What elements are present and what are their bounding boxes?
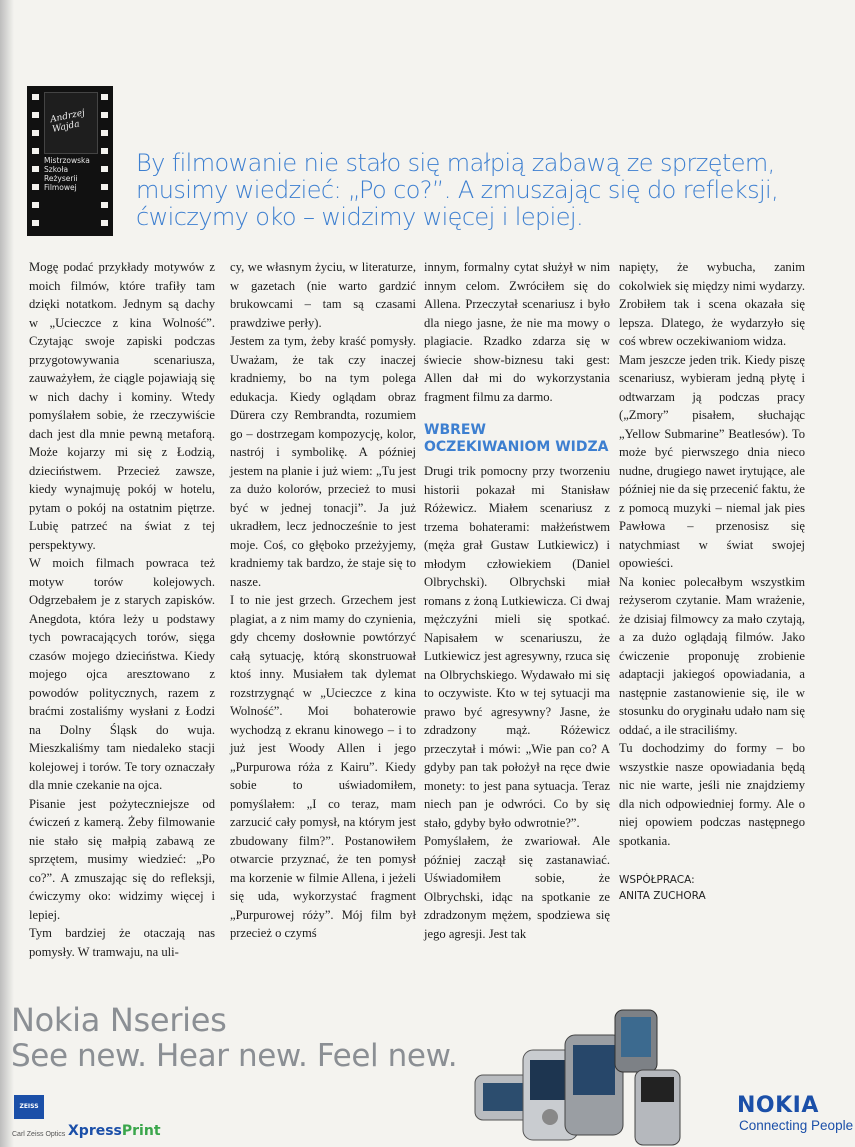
paragraph: Tym bardziej że otaczają nas pomysły. W tramwaju, na uli- — [29, 926, 215, 959]
paragraph: I to nie jest grzech. Grzechem jest plagiat, a z nim mamy do czynienia, gdy chcemy dosłownie powtórzyć całą sytuację, którą skonstruował ktoś inny. Musiałem tak dylemat rozstrzygnąć w „Ucieczce z kina Wolność”. Moi bohaterowie wychodzą z ekranu kinowego – i to już jest Woody Allen i jego „Purpurowa róża z Kairu”. Kiedy sobie to uświadomiłem, pomyślałem: „I co teraz, mam zarzucić cały pomysł, na którym jest zbudowany film?”. Postanowiłem otwarcie przyznać, że ten pomysł ma korzenie w filmie Allena, i jeżeli się uda, wykorzystać fragment „Purpurowej róży”. Mój film był przecież o czymś — [230, 593, 416, 940]
article-column-2 — [230, 258, 416, 943]
reel-frame — [44, 92, 98, 154]
paragraph: napięty, że wybucha, zanim cokolwiek się między nimi wydarzy. Zrobiłem tak i scena okazała się lepsza. Dlatego, że wydarzyło się coś wbrew oczekiwaniom widza. — [619, 260, 805, 348]
paragraph: cy, we własnym życiu, w literaturze, w gazetach (nie warto gardzić brukowcami – tam są czasami prawdziwe perły). — [230, 260, 416, 330]
article-column-4 — [619, 258, 805, 904]
paragraph: W moich filmach powraca też motyw torów kolejowych. Odgrzebałem je z starych zapisków. Anegdota, która leży u podstawy tych powracających torów, sięga czasów mojego dzieciństwa. Kiedy mojego ojca aresztowano z powodów politycznych, razem z braćmi zostaliśmy wysłani z Łodzi na Dolny Śląsk do wuja. Mieszkaliśmy tam niedaleko stacji kolejowej i torów. Te tory oznaczały dla mnie czekanie na ojca. — [29, 556, 215, 792]
paragraph: Mam jeszcze jeden trik. Kiedy piszę scenariusz, wybieram jedną płytę i odtwarzam ją podczas pracy („Zmory” pisałem, słuchając „Yellow Submarine” Beatlesów). To może być pierwszego dnia nieco nudne, drugiego nawet irytujące, ale później nie da się przecenić faktu, że z pomocą muzyki – niemal jak pies Pawłowa – przenosisz się natychmiast w świat swojej opowieści. — [619, 352, 805, 570]
section-heading: WBREW OCZEKIWANIOM WIDZA — [424, 422, 609, 455]
phones-image — [465, 1005, 705, 1147]
paragraph: Mogę podać przykłady motywów z moich filmów, które trafiły tam dzięki notatkom. Jednym są dachy w „Ucieczce z kina Wolność”. Czytając swoje zapiski podczas przygotowywania scenariusza, zauważyłem, że ciągle pojawiają się w nich dachy i kominy. Wtedy pomyślałem sobie, że rzeczywiście dach jest dla mnie pewną metaforą. Może kojarzy mi się z Łodzią, dzieciństwem. Przecież zawsze, kiedy wynajmuję pokój w hotelu, pytam o pokój na ostatnim piętrze. Lubię patrzeć na świat z tej perspektywy. — [29, 260, 215, 552]
paragraph: Tu dochodzimy do formy – bo wszystkie nasze opowiadania będą nic nie warte, jeśli nie znajdziemy dla nich odpowiedniej formy. Ale o niej opowiem podczas następnego spotkania. — [619, 741, 805, 848]
nokia-slogan: Connecting People — [739, 1118, 854, 1133]
article-column-1 — [29, 258, 215, 961]
page-edge-shadow — [0, 0, 14, 1147]
nokia-advertisement — [0, 985, 855, 1147]
paragraph: Drugi trik pomocny przy tworzeniu historii pokazał mi Stanisław Różewicz. Miałem scenariusz z trzema bohaterami: małżeństwem (męża grał Gustaw Lutkiewicz) i młodym człowiekiem (Daniel Olbrychski). Olbrychski miał romans z żoną Lutkiewicza. Ci dwaj mężczyźni mieli się spotkać. Napisałem w scenariuszu, że Lutkiewicz jest agresywny, rzuca się na Olbrychskiego. Wydawało mi się to oczywiste. Kto w tej sytuacji ma prawo być agresywny? Jasne, że zdradzony mąż. Różewicz przeczytał i mówi: „Wie pan co? A gdyby pan tak położył na ręce dwie monety: to jest pana sytuacja. Teraz niech pan je odwróci. Co by się stało, gdyby było odwrotnie?”. — [424, 464, 610, 830]
zeiss-logo: ZEISS — [14, 1095, 44, 1119]
zeiss-subtitle: Carl Zeiss Optics — [12, 1131, 66, 1138]
credit: WSPÓŁPRACA: ANITA ZUCHORA — [619, 874, 706, 902]
ad-tagline: See new. Hear new. Feel new. — [11, 1038, 458, 1074]
paragraph: innym, formalny cytat służył w nim innym celom. Zwróciłem się do Allena. Przeczytał scenariusz i było dla niego jasne, że nie ma mowy o plagiacie. Rzadko zdarza się w świecie show-biznesu taki gest: Allen dał mi do wykorzystania fragment filmu za darmo. — [424, 260, 610, 404]
school-name: Mistrzowska Szkoła Reżyserii Filmowej — [44, 156, 90, 192]
film-reel-logo — [27, 86, 113, 236]
paragraph: Pisanie jest pożyteczniejsze od ćwiczeń z kamerą. Żeby filmowanie nie stało się małpią zabawą ze sprzętem, musimy wiedzieć: „Po co?”. A zmuszając się do refleksji, ćwiczymy oko: widzimy więcej i lepiej. — [29, 796, 215, 922]
paragraph: Na koniec polecałbym wszystkim reżyserom czytanie. Mam wrażenie, że dzisiaj filmowcy za mało czytają, a za dużo oglądają filmów. Jako ćwiczenie proponuję zrobienie adaptacji jakiegoś opowiadania, a następnie zastanowienie się, ile w stosunku do oryginału udało nam się oddać, a ile straciliśmy. — [619, 574, 805, 737]
paragraph: Jestem za tym, żeby kraść pomysły. Uważam, że tak czy inaczej kradniemy, bo na tym polega edukacja. Kiedy oglądam obraz Dürera czy Rembrandta, rozumiem go – dostrzegam kompozycję, kolor, nastrój i symbolikę. A później jestem na planie i już wiem: „Tu jest za dużo kolorów, przecież to musi być w jednej tonacji”. Ja już ukradłem, lecz jednocześnie to jest moje. Coś, co głęboko przeżyjemy, kradniemy tak bardzo, że staje się to nasze. — [230, 334, 416, 589]
nokia-logo: NOKIA — [737, 1093, 819, 1118]
pull-quote: By filmowanie nie stało się małpią zabawą ze sprzętem, musimy wiedzieć: „Po co?”. A zmuszając się do refleksji, ćwiczymy oko – widzimy więcej i lepiej. — [136, 149, 779, 231]
paragraph: Pomyślałem, że zwariował. Ale później zaczął się zastanawiać. Uświadomiłem sobie, że Olbrychski, idąc na spotkanie ze zdradzonym mężem, spodziewa się jego agresji. Jest tak — [424, 834, 610, 941]
article-column-3 — [424, 258, 610, 943]
xpressprint-logo: XpressPrint — [68, 1123, 161, 1139]
signature: Andrzej Wajda — [49, 108, 86, 135]
ad-headline: Nokia Nseries — [11, 1001, 227, 1039]
